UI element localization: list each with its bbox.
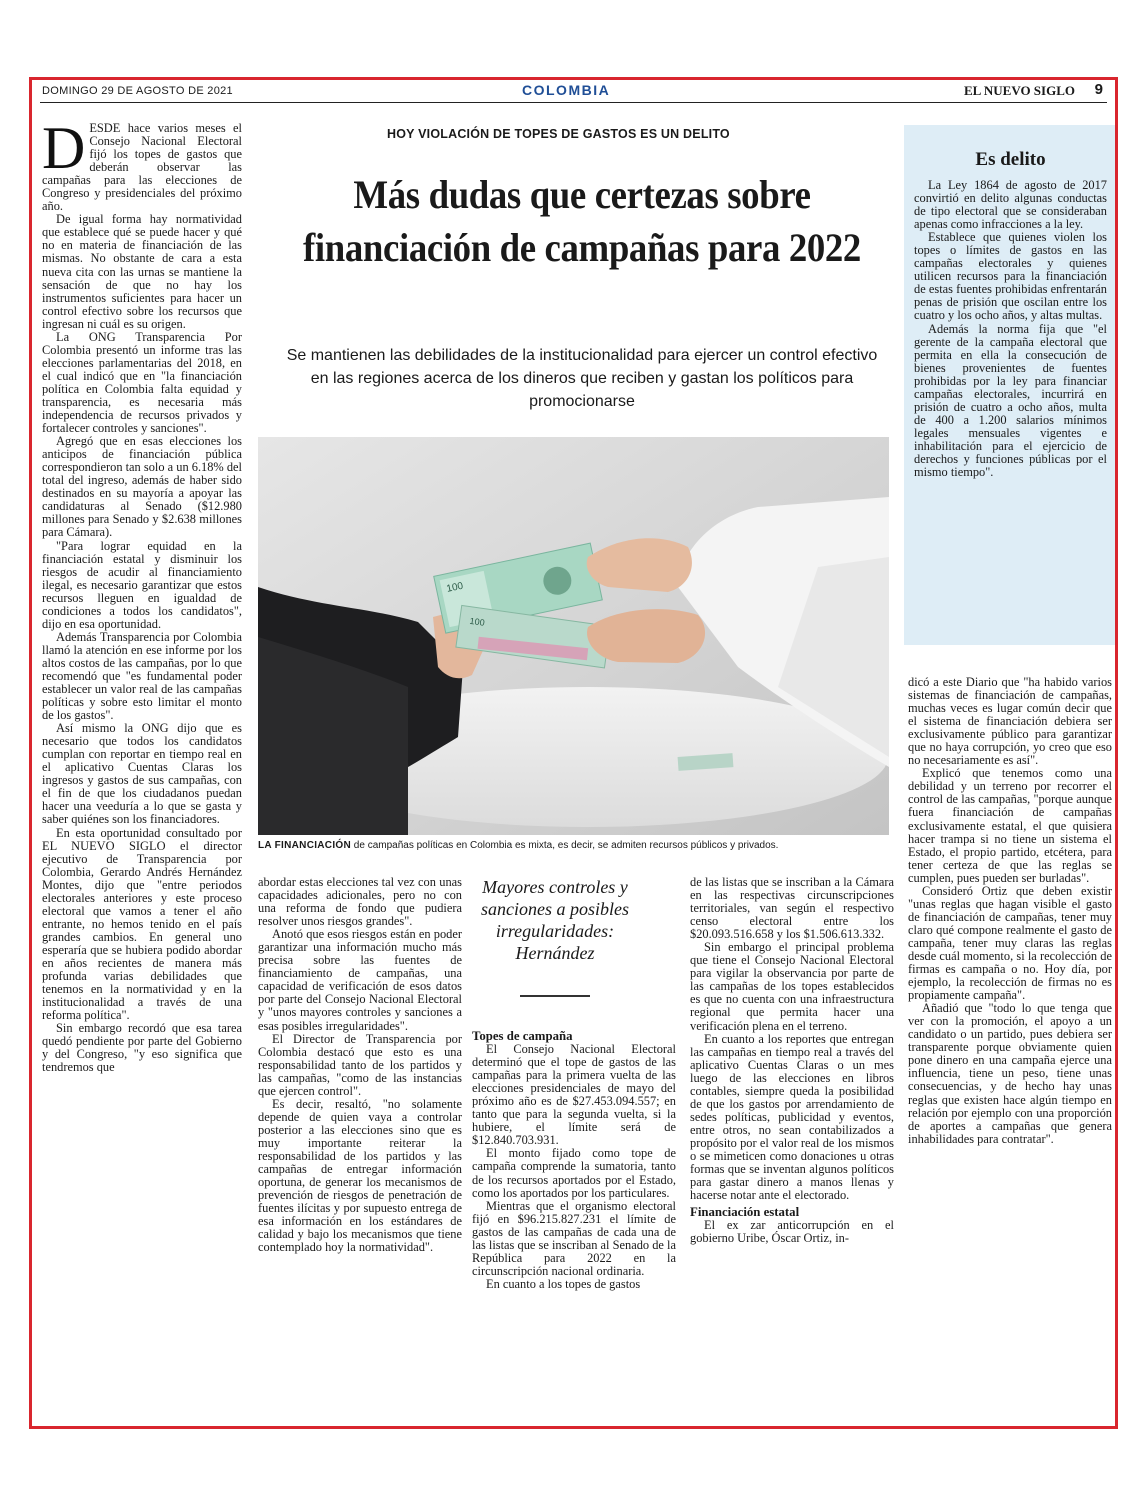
paragraph: dicó a este Diario que "ha habido varios sistemas de financiación de campañas, muchas veces es lugar común decir que el sistema de financiación debiera ser exclusivamente público para garantizar que no haya corrupción, yo creo que eso no necesariamente es así". xyxy=(908,675,1112,768)
article-column-4 xyxy=(690,876,894,1426)
article-column-3 xyxy=(472,1026,676,1426)
drop-cap: D xyxy=(42,115,86,181)
sidebar-box xyxy=(904,125,1115,645)
paragraph: ESDE hace varios meses el Consejo Nacional Electoral fijó los topes de gastos que deberán observar las campañas para las elecciones de Congreso y presidenciales del próximo año. xyxy=(42,121,242,214)
page-number: 9 xyxy=(1094,81,1103,98)
sidebar-paragraph: Establece que quienes violen los topes o límites de gastos en las campañas electorales y quienes utilicen recursos para la financiación de estas fuentes prohibidas enfrentarán penas de prisión que oscilan entre los cuatro y los ocho años, y altas multas. xyxy=(914,230,1107,323)
paragraph: Así mismo la ONG dijo que es necesario que todos los candidatos cumplan con reportar en tiempo real en el aplicativo Cuentas Claras los ingresos y gastos de sus campañas, con el fin de que los ciudadanos puedan hacer una veeduría a lo que se gasta y saber quiénes son los financiadores. xyxy=(42,721,242,827)
pull-quote-rule xyxy=(520,995,590,997)
pull-quote: Mayores controles y sanciones a posibles irregularidades: Hernández xyxy=(481,877,629,963)
paragraph: Sin embargo recordó que esa tarea quedó pendiente por parte del Gobierno y del Congreso, "y eso significa que tendremos que xyxy=(42,1021,242,1075)
photo-caption xyxy=(258,840,898,851)
paragraph: Consideró Ortiz que deben existir "unas reglas que hagan visible el gasto de financiación de campañas, tener muy claro qué compone realmente el gasto de campaña, tener muy claras las reglas desde cuál momento, si la recolección de firmas es campaña o no. Hoy día, por ejemplo, la recolección de firmas no es propiamente campaña". xyxy=(908,883,1112,1003)
paragraph: En cuanto a los topes de gastos xyxy=(486,1276,641,1291)
article-column-2 xyxy=(258,876,462,1426)
section-name: COLOMBIA xyxy=(522,82,611,98)
article-column-1 xyxy=(42,115,242,1422)
paragraph: de las listas que se inscriban a la Cámara en las respectivas circunscripciones territoriales, van según el respectivo censo electoral entre los $20.093.516.658 y los $1.506.613.332. xyxy=(690,875,894,942)
paragraph: Es decir, resaltó, "no solamente depende de quien vaya a controlar posterior a las elecciones sino que es muy importante reiterar la responsabilidad de los partidos y las campañas de entregar información oportuna, de generar los mecanismos de prevención de riesgos de penetración de fuentes ilícitas y por supuesto entrega de esa información en los estándares de calidad y bajo los mecanismos que tiene contemplado hoy la normatividad". xyxy=(258,1096,462,1255)
paragraph: En esta oportunidad consultado por EL NUEVO SIGLO el director ejecutivo de Transparencia por Colombia, Gerardo Andrés Hernández Montes, dijo que "entre periodos electorales anteriores y este proceso electoral que vamos a tener el año entrante, no hemos tenido en el país grandes cambios. En general uno esperaría que se hubiera podido abordar en años recientes de manera más profunda varias debilidades que tenemos en la normatividad y en la institucionalidad a través de una reforma política". xyxy=(42,825,242,1023)
paragraph: De igual forma hay normatividad que establece qué se puede hacer y qué no en materia de financiación de las mismas. No obstante de cara a esta nueva cita con las urnas se mantiene la sensación de que no hay los instrumentos suficientes para hacer un control efectivo sobre los recursos que ingresan ni cuál es su origen. xyxy=(42,212,242,331)
article-deck: Se mantienen las debilidades de la institucionalidad para ejercer un control efectivo en las regiones acerca de los dineros que reciben y gastan los políticos para promocionarse xyxy=(286,347,878,410)
header-rule xyxy=(40,102,1107,103)
paragraph: abordar estas elecciones tal vez con unas capacidades adicionales, pero no con una reforma de fondo que pudiera resolver unos riesgos grandes". xyxy=(258,875,462,929)
newspaper-name: EL NUEVO SIGLO xyxy=(964,83,1075,98)
paragraph: Mientras que el organismo electoral fijó en $96.215.827.231 el límite de gastos de las campañas de cada una de las listas que se inscriban al Senado de la República para 2022 en la circunscripción nacional ordinaria. xyxy=(472,1198,676,1278)
paragraph: La ONG Transparencia Por Colombia presentó un informe tras las elecciones parlamentarias del 2018, en el cual indicó que en "la financiación política en Colombia falta equidad y transparencia, es necesaria más independencia de recursos privados y fortalecer controles y sanciones". xyxy=(42,329,242,436)
paragraph: Agregó que en esas elecciones los anticipos de financiación pública correspondieron tan solo a un 6.18% del total del ingreso, además de haber sido destinados en su mayoría a apoyar las candidaturas al Senado ($12.980 millones para Senado y $2.638 millones para Cámara). xyxy=(42,434,242,540)
caption-text: de campañas políticas en Colombia es mixta, es decir, se admiten recursos públicos y privados. xyxy=(351,840,779,851)
newspaper-page xyxy=(29,77,1118,1429)
paragraph: En cuanto a los reportes que entregan las campañas en tiempo real a través del aplicativo Cuentas Claras o un mes luego de las elecciones en libros contables, siempre queda la posibilidad de que los gastos por arrendamiento de sedes políticas, publicidad y eventos, entre otros, no sean contabilizados a propósito por el valor real de los mismos o se mimeticen como donaciones u otras formas que se inventan algunos políticos para gastar dinero a manos llenas y hacerse notar ante el electorado. xyxy=(690,1031,894,1203)
svg-text:100: 100 xyxy=(469,615,486,628)
paragraph: El ex zar anticorrupción en el gobierno Uribe, Óscar Ortiz, in- xyxy=(690,1218,894,1246)
paragraph: Sin embargo el principal problema que tiene el Consejo Nacional Electoral para vigilar la observancia por parte de las campañas de los topes establecidos es que no cuenta con una infraestructura regional que permita hacer una verificación plena en el terreno. xyxy=(690,940,894,1033)
paragraph: El Consejo Nacional Electoral determinó que el tope de gastos de las campañas para la primera vuelta de las elecciones presidenciales de mayo del próximo año es de $27.453.094.557; en tanto que para la segunda vuelta, si la hubiere, el límite será de $12.840.703.931. xyxy=(472,1042,676,1148)
sidebar-body xyxy=(914,179,1107,479)
subheading: Topes de campaña xyxy=(472,1029,573,1043)
paragraph: Explicó que tenemos como una debilidad y un terreno por recorrer el control de las campañas, "porque aunque fuera financiación de campañas exclusivamente estatal, el que quisiera hacer trampa si no tiene un sistema el Estado, el propio partido, etcétera, para tener certeza de que las reglas se cumplen, pues pueden ser burladas". xyxy=(908,766,1112,885)
sidebar-title: Es delito xyxy=(975,149,1046,170)
paragraph: El Director de Transparencia por Colombia destacó que esto es una responsabilidad tanto de los partidos y las campañas, "como de las instancias que ejercen control". xyxy=(258,1031,462,1098)
article-column-5 xyxy=(908,676,1112,1426)
issue-date: DOMINGO 29 DE AGOSTO DE 2021 xyxy=(42,85,233,97)
paragraph: El monto fijado como tope de campaña comprende la sumatoria, tanto de los recursos aportados por el Estado, como los aportados por los particulares. xyxy=(472,1146,676,1200)
svg-text:100: 100 xyxy=(445,580,465,595)
paragraph: "Para lograr equidad en la financiación estatal y disminuir los riesgos de acudir al financiamiento ilegal, es necesario garantizar que estos recursos lleguen en igualdad de condiciones a todos los candidatos", dijo en esa oportunidad. xyxy=(42,538,242,631)
paragraph: Añadió que "todo lo que tenga que ver con la promoción, el apoyo a un candidato o un partido, pues debiera ser transparente porque obviamente quien pone dinero en una campaña ejerce una influencia, tiene un peso, tiene unas consecuencias, y de hecho hay unas reglas que existen hace algún tiempo en relación por ejemplo con una proporción de aportes a campañas que genera inhabilidades para contratar". xyxy=(908,1001,1112,1146)
caption-lead: LA FINANCIACIÓN xyxy=(258,840,352,851)
article-kicker: HOY VIOLACIÓN DE TOPES DE GASTOS ES UN DELITO xyxy=(387,127,730,141)
paragraph: Además Transparencia por Colombia llamó la atención en ese informe por los altos costos de las campañas, por lo que recomendó que "es fundamental poder establecer un valor real de las campañas políticas y sobre esto limitar el monto de los gastos". xyxy=(42,629,242,723)
sidebar-paragraph: La Ley 1864 de agosto de 2017 convirtió en delito algunas conductas de tipo electoral que se consideraban apenas como infracciones a la ley. xyxy=(914,178,1107,232)
subheading: Financiación estatal xyxy=(690,1205,800,1220)
paragraph: Anotó que esos riesgos están en poder garantizar una información mucho más precisa sobre las fuentes de financiamiento de campañas, una capacidad de verificación de esos datos por parte del Consejo Nacional Electoral y "unos mayores controles y sanciones a esas posibles irregularidades". xyxy=(258,927,462,1033)
money-exchange-photo xyxy=(258,437,889,835)
sidebar-paragraph: Además la norma fija que "el gerente de la campaña electoral que permita en ella la consecución de bienes provenientes de fuentes prohibidas por la ley para financiar campañas electorales, incurrirá en prisión de cuatro a ocho años, multa de 400 a 1.200 salarios mínimos legales mensuales vigentes e inhabilitación para el ejercicio de derechos y funciones públicas por el mismo tiempo". xyxy=(914,321,1107,480)
article-photo xyxy=(258,437,889,835)
article-headline: Más dudas que certezas sobre financiación de campañas para 2022 xyxy=(303,172,861,270)
